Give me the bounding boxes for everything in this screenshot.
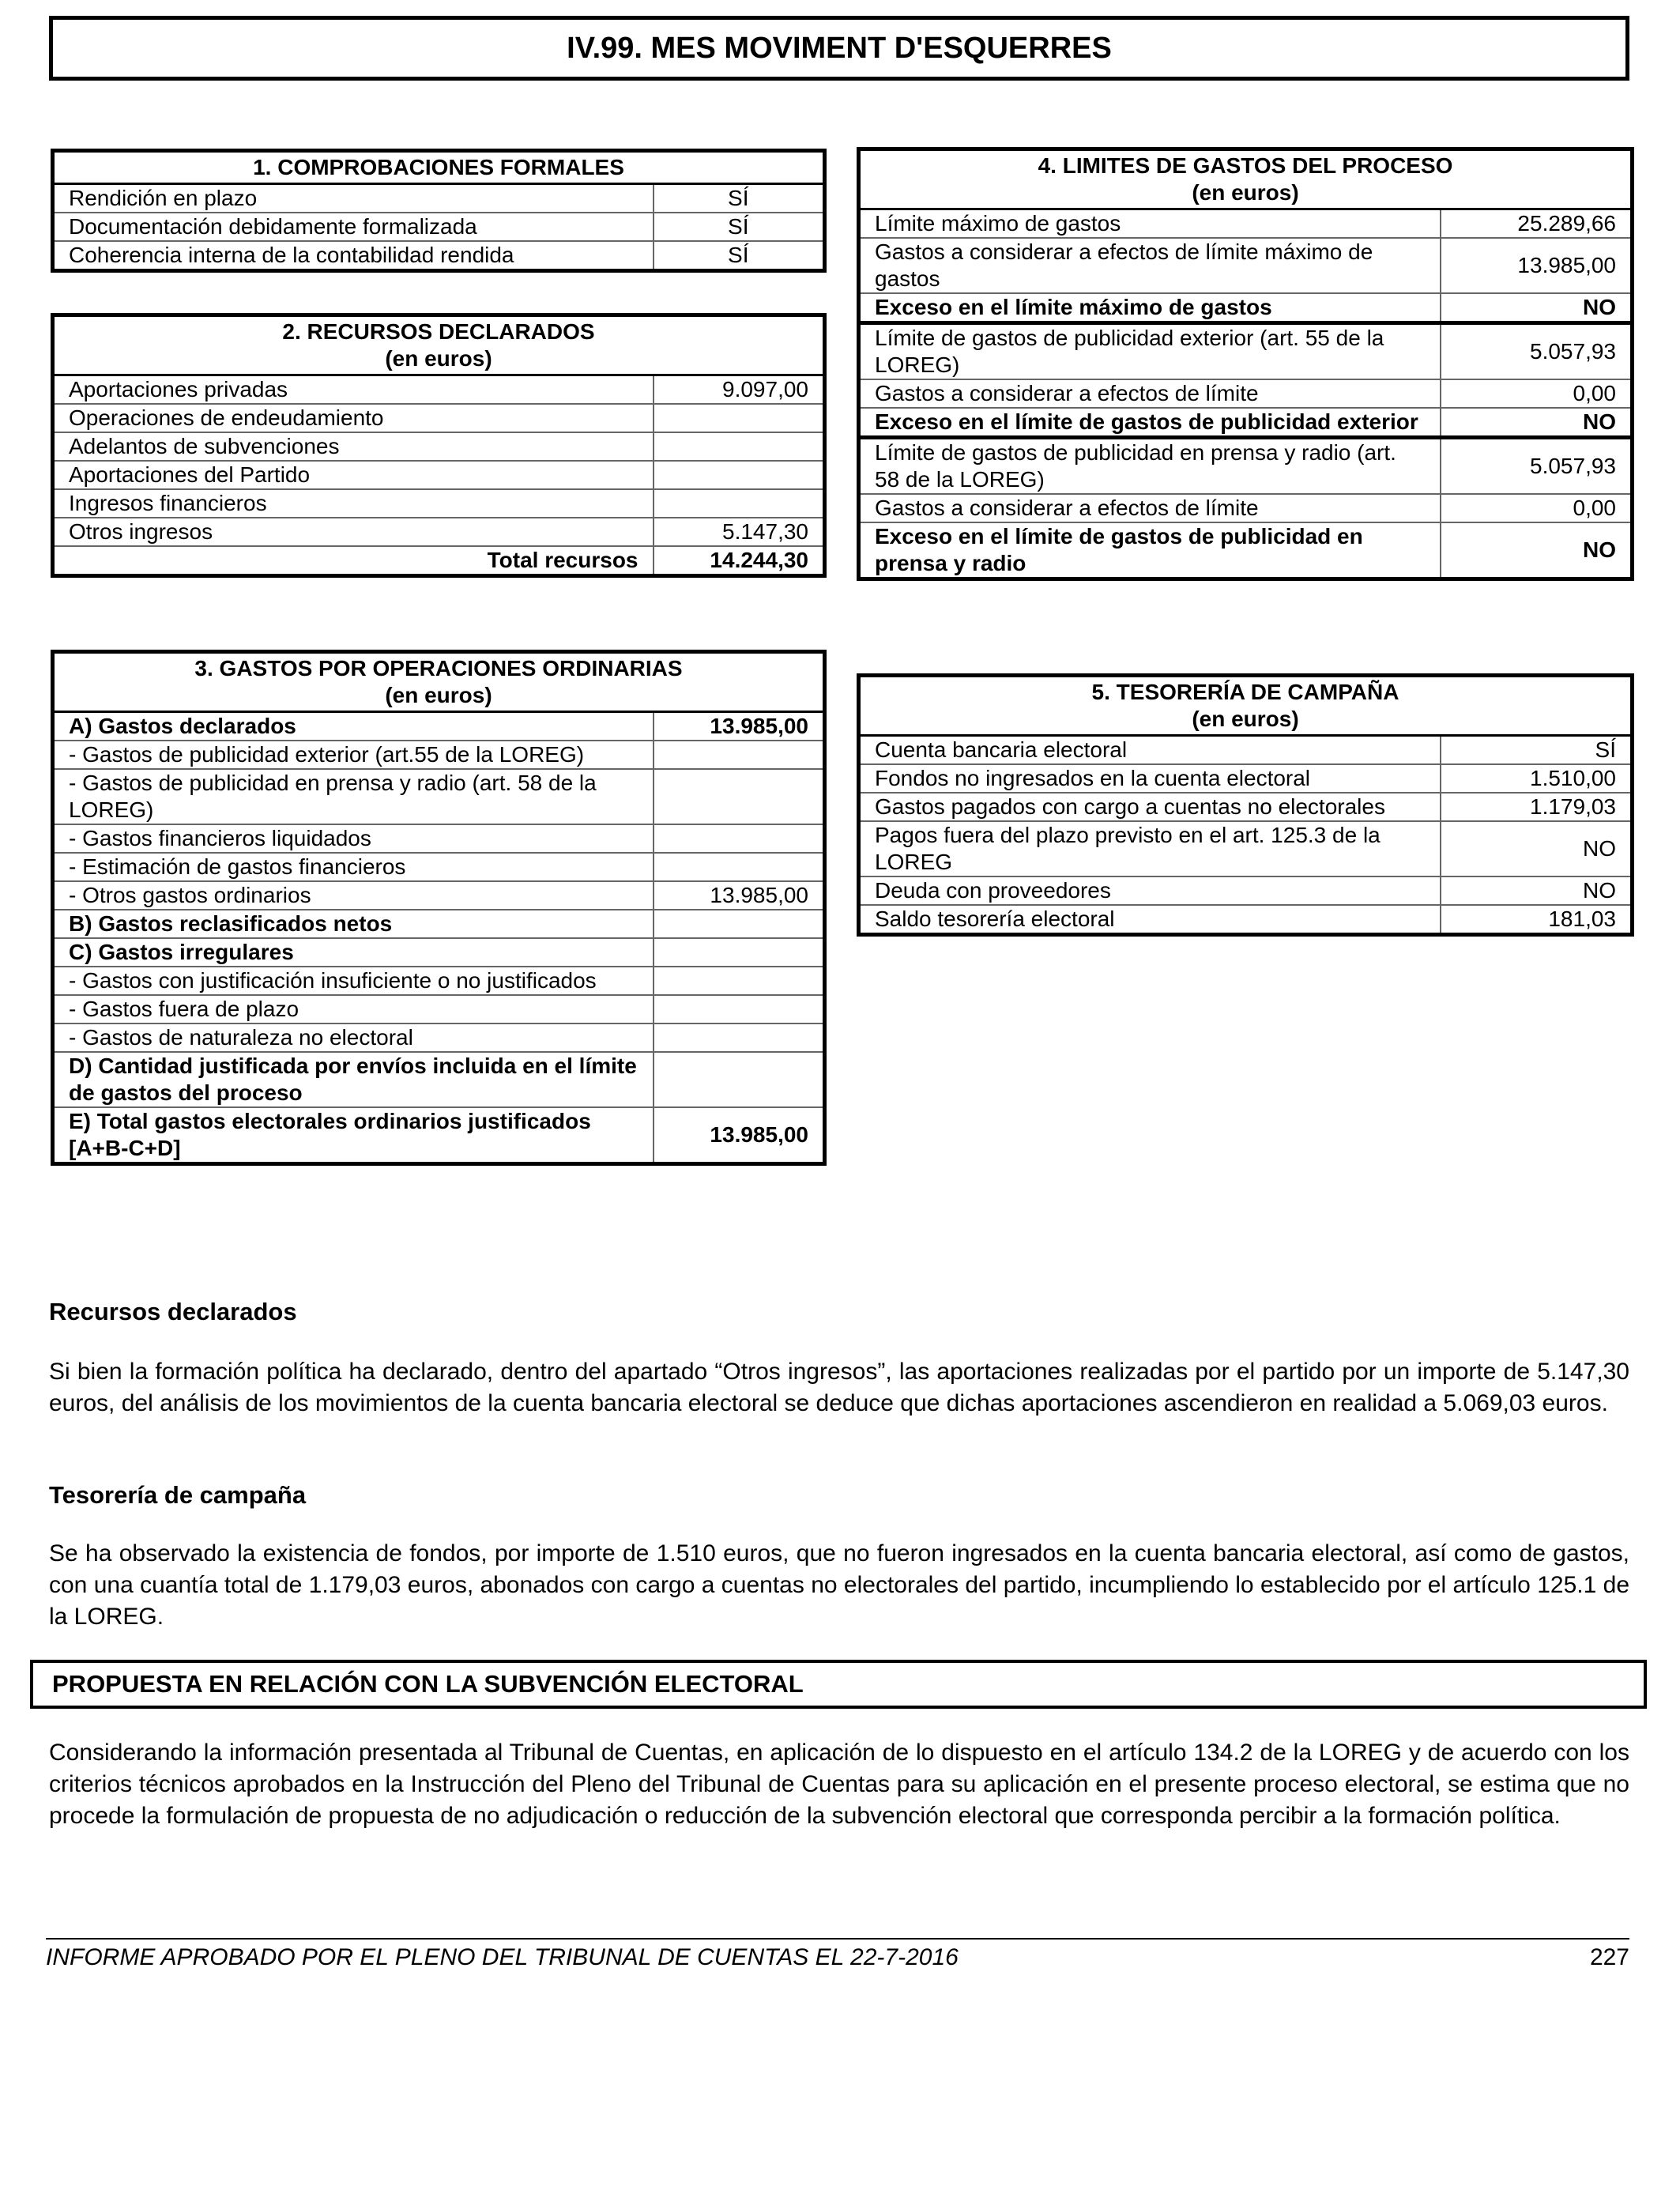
row-label: Exceso en el límite de gastos de publicidad exterior — [859, 408, 1441, 438]
table-row — [859, 764, 1633, 793]
footer-text: INFORME APROBADO POR EL PLENO DEL TRIBUNAL DE CUENTAS EL 22-7-2016 — [46, 1944, 959, 1970]
row-value: 5.057,93 — [1441, 438, 1633, 495]
row-value — [654, 824, 825, 853]
table-heading — [53, 652, 825, 712]
row-label: Gastos a considerar a efectos de límite — [859, 379, 1441, 408]
row-value — [654, 938, 825, 967]
row-label: E) Total gastos electorales ordinarios justificados [A+B-C+D] — [53, 1107, 654, 1164]
table-row — [53, 184, 825, 213]
row-label: Otros ingresos — [53, 518, 654, 546]
row-label: Exceso en el límite máximo de gastos — [859, 293, 1441, 323]
tesoreria-table — [857, 673, 1634, 937]
table-heading — [53, 315, 825, 375]
row-label: B) Gastos reclasificados netos — [53, 910, 654, 938]
page-title: IV.99. MES MOVIMENT D'ESQUERRES — [49, 16, 1629, 81]
propuesta-paragraph: Considerando la información presentada al Tribunal de Cuentas, en aplicación de lo dispuesto en el artículo 134.2 de la LOREG y de acuerdo con los criterios técnicos aprobados en la Instrucción del Pleno del Tribunal de Cuentas para su aplicación en el presente proceso electoral, se estima que no procede la formulación de propuesta de no adjudicación o reducción de la subvención electoral que corresponda percibir a la formación política. — [49, 1740, 1629, 1829]
row-value — [654, 741, 825, 769]
tesoreria-heading: Tesorería de campaña — [49, 1481, 307, 1509]
table-row — [859, 293, 1633, 323]
row-label: Fondos no ingresados en la cuenta electoral — [859, 764, 1441, 793]
row-value: 1.510,00 — [1441, 764, 1633, 793]
row-value: 13.985,00 — [654, 881, 825, 910]
row-label: Pagos fuera del plazo previsto en el art. 125.3 de la LOREG — [859, 821, 1441, 876]
row-value: NO — [1441, 821, 1633, 876]
row-label: - Estimación de gastos financieros — [53, 853, 654, 881]
table-heading-title: 5. TESORERÍA DE CAMPAÑA — [1091, 680, 1399, 704]
row-value — [654, 404, 825, 432]
row-label: Límite de gastos de publicidad exterior (art. 55 de la LOREG) — [859, 323, 1441, 380]
table-row — [53, 1107, 825, 1164]
row-label: Gastos a considerar a efectos de límite — [859, 494, 1441, 522]
row-value: 181,03 — [1441, 905, 1633, 935]
recursos-table — [51, 313, 827, 578]
table-row — [859, 793, 1633, 821]
row-label: Cuenta bancaria electoral — [859, 736, 1441, 765]
table-row — [859, 905, 1633, 935]
row-label: - Otros gastos ordinarios — [53, 881, 654, 910]
row-value: SÍ — [1441, 736, 1633, 765]
table-row — [859, 821, 1633, 876]
row-value — [654, 769, 825, 824]
table-row — [53, 518, 825, 546]
total-label: Total recursos — [53, 546, 654, 576]
total-row — [53, 546, 825, 576]
total-value: 14.244,30 — [654, 546, 825, 576]
table-heading-title: 4. LIMITES DE GASTOS DEL PROCESO — [1038, 153, 1453, 178]
table-heading-unit: (en euros) — [385, 346, 492, 371]
row-label: Rendición en plazo — [53, 184, 654, 213]
page-number: 227 — [1589, 1944, 1629, 1970]
recursos-paragraph: Si bien la formación política ha declarado, dentro del apartado “Otros ingresos”, las aportaciones realizadas por el partido por un importe de 5.147,30 euros, del análisis de los movimientos de la cuenta bancaria electoral se deduce que dichas aportaciones ascendieron en realidad a 5.069,03 euros. — [49, 1359, 1629, 1416]
table-row — [53, 375, 825, 405]
row-label: D) Cantidad justificada por envíos incluida en el límite de gastos del proceso — [53, 1052, 654, 1107]
table-heading-unit: (en euros) — [1192, 180, 1299, 205]
row-label: - Gastos fuera de plazo — [53, 995, 654, 1023]
row-label: Documentación debidamente formalizada — [53, 213, 654, 241]
row-label: - Gastos de publicidad exterior (art.55 de la LOREG) — [53, 741, 654, 769]
row-label: - Gastos con justificación insuficiente o no justificados — [53, 967, 654, 995]
table-heading-title: 2. RECURSOS DECLARADOS — [282, 319, 595, 344]
table-row — [53, 404, 825, 432]
row-value: 13.985,00 — [1441, 238, 1633, 293]
row-label: Operaciones de endeudamiento — [53, 404, 654, 432]
row-label: Aportaciones privadas — [53, 375, 654, 405]
table-row — [859, 438, 1633, 495]
row-value — [654, 489, 825, 518]
row-value — [654, 1052, 825, 1107]
row-value: 9.097,00 — [654, 375, 825, 405]
row-value — [654, 432, 825, 461]
limites-table — [857, 147, 1634, 581]
row-value: 13.985,00 — [654, 1107, 825, 1164]
row-label: Ingresos financieros — [53, 489, 654, 518]
table-row — [53, 489, 825, 518]
row-label: Coherencia interna de la contabilidad rendida — [53, 241, 654, 271]
row-value — [654, 995, 825, 1023]
row-label: Adelantos de subvenciones — [53, 432, 654, 461]
table-heading-title: 3. GASTOS POR OPERACIONES ORDINARIAS — [194, 656, 683, 680]
comprobaciones-table — [51, 149, 827, 273]
table-row — [859, 379, 1633, 408]
table-row — [53, 938, 825, 967]
gastos-table — [51, 650, 827, 1166]
table-row — [859, 238, 1633, 293]
table-row — [859, 876, 1633, 905]
tesoreria-paragraph: Se ha observado la existencia de fondos, por importe de 1.510 euros, que no fueron ingresados en la cuenta bancaria electoral, así como de gastos, con una cuantía total de 1.179,03 euros, abonados con cargo a cuentas no electorales del partido, incumpliendo lo establecido por el artículo 125.1 de la LOREG. — [49, 1540, 1629, 1630]
row-label: Límite de gastos de publicidad en prensa y radio (art. 58 de la LOREG) — [859, 438, 1441, 495]
row-value: NO — [1441, 408, 1633, 438]
table-row — [53, 967, 825, 995]
propuesta-heading: PROPUESTA EN RELACIÓN CON LA SUBVENCIÓN ELECTORAL — [30, 1660, 1647, 1709]
row-value: SÍ — [654, 213, 825, 241]
table-heading: 1. COMPROBACIONES FORMALES — [53, 151, 825, 184]
row-value — [654, 910, 825, 938]
row-value: 0,00 — [1441, 494, 1633, 522]
row-value: 25.289,66 — [1441, 209, 1633, 239]
table-row — [53, 910, 825, 938]
table-heading-unit: (en euros) — [385, 683, 492, 707]
row-value: 13.985,00 — [654, 712, 825, 741]
table-row — [53, 853, 825, 881]
row-label: Gastos a considerar a efectos de límite máximo de gastos — [859, 238, 1441, 293]
row-label: Saldo tesorería electoral — [859, 905, 1441, 935]
table-row — [859, 323, 1633, 380]
row-value — [654, 853, 825, 881]
row-value: 5.057,93 — [1441, 323, 1633, 380]
row-label: Límite máximo de gastos — [859, 209, 1441, 239]
row-value: SÍ — [654, 184, 825, 213]
row-value: 1.179,03 — [1441, 793, 1633, 821]
row-label: C) Gastos irregulares — [53, 938, 654, 967]
table-row — [53, 741, 825, 769]
row-value: NO — [1441, 522, 1633, 579]
table-row — [859, 736, 1633, 765]
row-value: 5.147,30 — [654, 518, 825, 546]
table-row — [53, 241, 825, 271]
row-value — [654, 461, 825, 489]
table-row — [859, 522, 1633, 579]
row-label: Exceso en el límite de gastos de publicidad en prensa y radio — [859, 522, 1441, 579]
table-row — [53, 1052, 825, 1107]
row-label: - Gastos financieros liquidados — [53, 824, 654, 853]
page-footer — [46, 1938, 1629, 1971]
recursos-heading: Recursos declarados — [49, 1298, 297, 1325]
table-row — [859, 494, 1633, 522]
table-row — [53, 432, 825, 461]
table-row — [53, 461, 825, 489]
table-row — [53, 881, 825, 910]
row-label: - Gastos de naturaleza no electoral — [53, 1023, 654, 1052]
table-row — [53, 769, 825, 824]
row-label: Aportaciones del Partido — [53, 461, 654, 489]
table-row — [53, 712, 825, 741]
row-value: SÍ — [654, 241, 825, 271]
table-heading-unit: (en euros) — [1192, 707, 1299, 731]
row-label: A) Gastos declarados — [53, 712, 654, 741]
row-value — [654, 967, 825, 995]
row-value: 0,00 — [1441, 379, 1633, 408]
row-value: NO — [1441, 876, 1633, 905]
row-value: NO — [1441, 293, 1633, 323]
table-row — [53, 824, 825, 853]
row-label: Gastos pagados con cargo a cuentas no electorales — [859, 793, 1441, 821]
table-row — [859, 209, 1633, 239]
table-row — [53, 1023, 825, 1052]
table-heading — [859, 149, 1633, 209]
table-row — [53, 995, 825, 1023]
table-row — [859, 408, 1633, 438]
row-label: - Gastos de publicidad en prensa y radio (art. 58 de la LOREG) — [53, 769, 654, 824]
table-heading — [859, 676, 1633, 736]
table-row — [53, 213, 825, 241]
row-value — [654, 1023, 825, 1052]
row-label: Deuda con proveedores — [859, 876, 1441, 905]
